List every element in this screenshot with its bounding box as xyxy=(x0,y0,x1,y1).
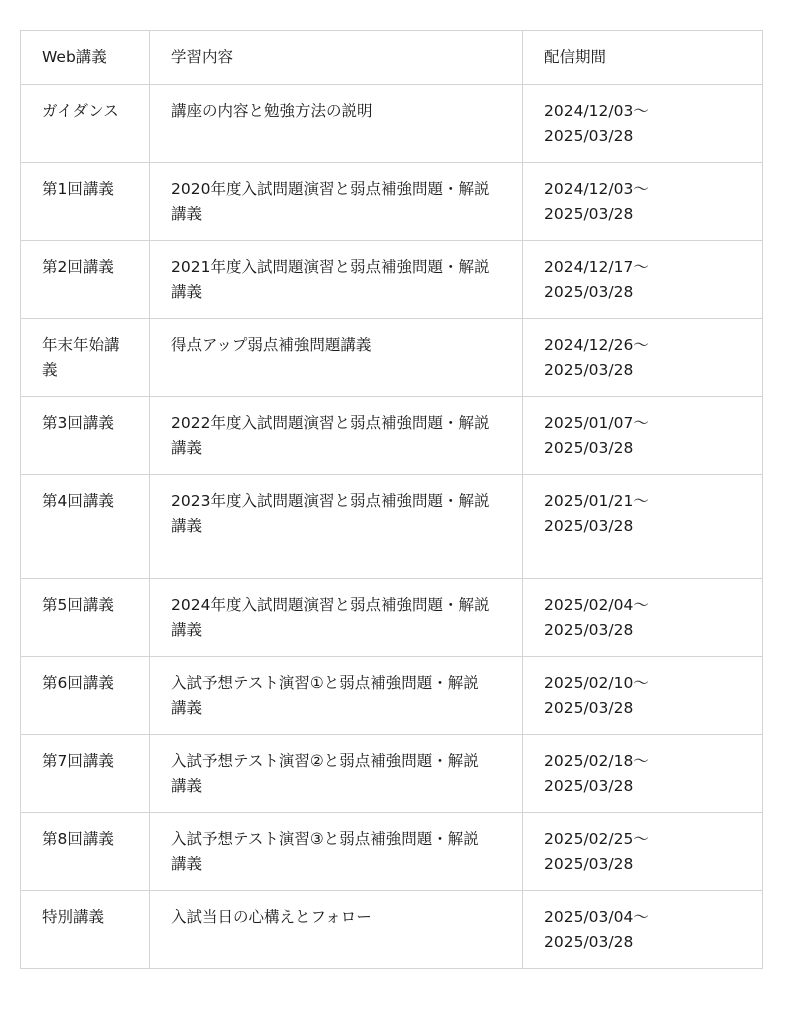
cell-lecture: 特別講義 xyxy=(21,891,150,969)
cell-period: 2025/01/07〜 2025/03/28 xyxy=(523,397,763,475)
lecture-schedule-table xyxy=(20,30,763,969)
table-row xyxy=(21,397,763,475)
cell-lecture: ガイダンス xyxy=(21,85,150,163)
table-row xyxy=(21,579,763,657)
header-row xyxy=(21,31,763,85)
table-row xyxy=(21,241,763,319)
table-row xyxy=(21,657,763,735)
cell-lecture: 第6回講義 xyxy=(21,657,150,735)
cell-period: 2025/01/21〜 2025/03/28 xyxy=(523,475,763,579)
cell-content: 入試予想テスト演習②と弱点補強問題・解説 講義 xyxy=(150,735,523,813)
table-row xyxy=(21,319,763,397)
cell-period: 2025/02/10〜 2025/03/28 xyxy=(523,657,763,735)
header-content: 学習内容 xyxy=(150,31,523,85)
table-row xyxy=(21,85,763,163)
cell-lecture: 第7回講義 xyxy=(21,735,150,813)
table-row xyxy=(21,163,763,241)
cell-period: 2025/03/04〜 2025/03/28 xyxy=(523,891,763,969)
table-body xyxy=(21,85,763,969)
cell-lecture: 第1回講義 xyxy=(21,163,150,241)
cell-content: 2021年度入試問題演習と弱点補強問題・解説 講義 xyxy=(150,241,523,319)
cell-content: 得点アップ弱点補強問題講義 xyxy=(150,319,523,397)
cell-content: 入試予想テスト演習③と弱点補強問題・解説 講義 xyxy=(150,813,523,891)
header-lecture: Web講義 xyxy=(21,31,150,85)
table-row xyxy=(21,813,763,891)
cell-lecture: 第8回講義 xyxy=(21,813,150,891)
cell-lecture: 第2回講義 xyxy=(21,241,150,319)
header-period: 配信期間 xyxy=(523,31,763,85)
table-header xyxy=(21,31,763,85)
cell-lecture: 第3回講義 xyxy=(21,397,150,475)
table-row xyxy=(21,891,763,969)
table-row xyxy=(21,475,763,579)
cell-period: 2025/02/04〜 2025/03/28 xyxy=(523,579,763,657)
cell-period: 2024/12/03〜 2025/03/28 xyxy=(523,85,763,163)
cell-content: 2020年度入試問題演習と弱点補強問題・解説 講義 xyxy=(150,163,523,241)
cell-content: 入試当日の心構えとフォロー xyxy=(150,891,523,969)
cell-period: 2024/12/03〜 2025/03/28 xyxy=(523,163,763,241)
cell-period: 2024/12/17〜 2025/03/28 xyxy=(523,241,763,319)
cell-content: 講座の内容と勉強方法の説明 xyxy=(150,85,523,163)
table-row xyxy=(21,735,763,813)
cell-content: 2022年度入試問題演習と弱点補強問題・解説 講義 xyxy=(150,397,523,475)
cell-lecture: 第5回講義 xyxy=(21,579,150,657)
cell-period: 2024/12/26〜 2025/03/28 xyxy=(523,319,763,397)
cell-lecture: 第4回講義 xyxy=(21,475,150,579)
cell-content: 2024年度入試問題演習と弱点補強問題・解説 講義 xyxy=(150,579,523,657)
cell-content: 2023年度入試問題演習と弱点補強問題・解説 講義 xyxy=(150,475,523,579)
cell-content: 入試予想テスト演習①と弱点補強問題・解説 講義 xyxy=(150,657,523,735)
cell-period: 2025/02/18〜 2025/03/28 xyxy=(523,735,763,813)
cell-lecture: 年末年始講 義 xyxy=(21,319,150,397)
cell-period: 2025/02/25〜 2025/03/28 xyxy=(523,813,763,891)
